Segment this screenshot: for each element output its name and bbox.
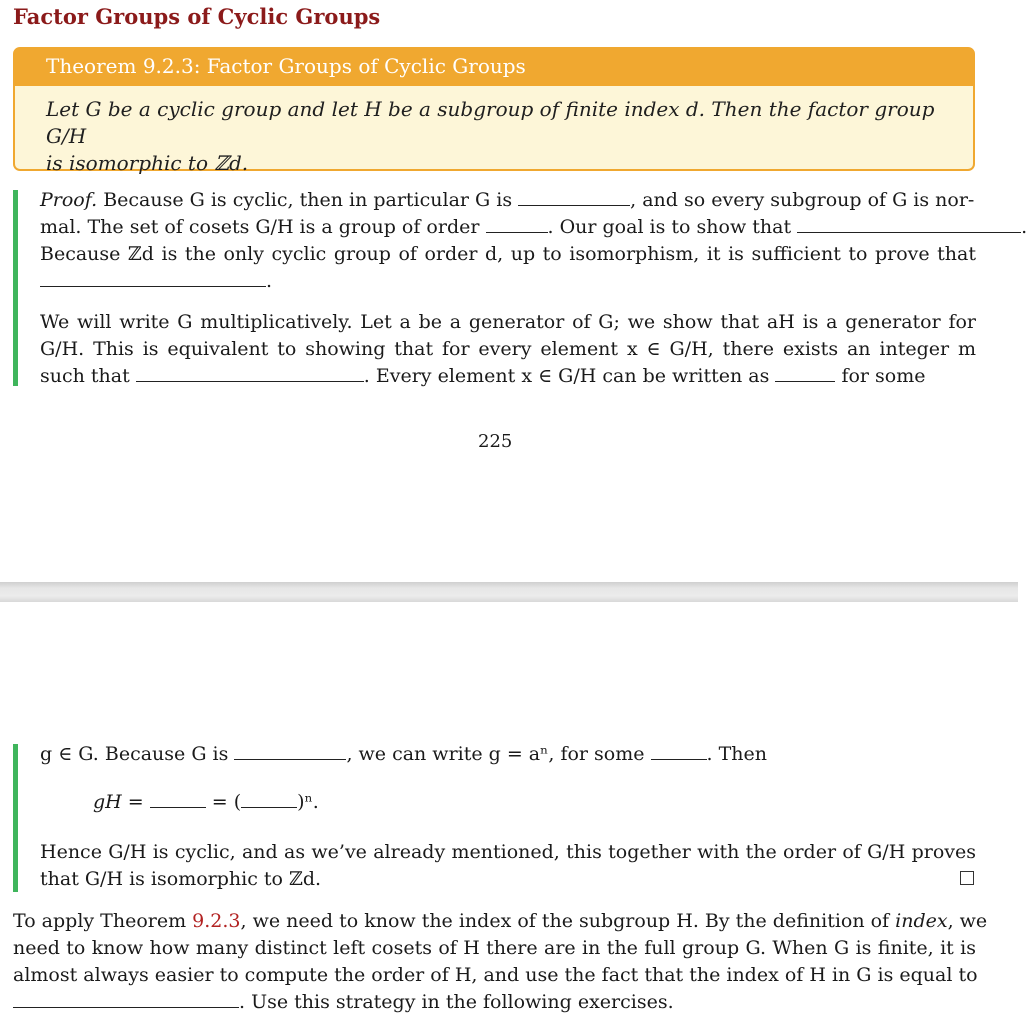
theorem-body [15, 86, 973, 177]
proof-line-4: . [40, 268, 340, 295]
theorem-box [13, 47, 975, 175]
proof-cont-line-4: that G/H is isomorphic to ℤd. [40, 868, 322, 890]
blank[interactable] [486, 216, 548, 233]
theorem-line-2: is isomorphic to ℤd. [46, 151, 249, 175]
proof-cont-line-3: Hence G/H is cyclic, and as we’ve already mentioned, this together with the order of G/H proves [40, 841, 976, 863]
blank[interactable] [40, 270, 266, 287]
proof-label: Proof. [40, 189, 98, 211]
theorem-reference-link[interactable]: 9.2.3 [192, 910, 241, 932]
theorem-line-1: Let G be a cyclic group and let H be a subgroup of finite index d. Then the factor group G/H [46, 97, 935, 148]
blank[interactable] [775, 365, 835, 382]
proof-line-1: Proof. Because G is cyclic, then in particular G is , and so every subgroup of G is nor- [40, 189, 975, 211]
closing-line-1: To apply Theorem 9.2.3, we need to know the index of the subgroup H. By the definition of index, we [13, 910, 988, 932]
blank[interactable] [651, 743, 707, 760]
equation: gH = = ( )ⁿ. [93, 791, 319, 813]
page-separator [0, 582, 1018, 602]
section-title: Factor Groups of Cyclic Groups [13, 4, 381, 29]
blank[interactable] [518, 189, 630, 206]
blank[interactable] [13, 991, 239, 1008]
proof-line-2: mal. The set of cosets G/H is a group of order . Our goal is to show that . [40, 216, 1027, 238]
blank[interactable] [234, 743, 346, 760]
proof-cont-line-1: g ∈ G. Because G is , we can write g = aⁿ, for some . Then [40, 743, 768, 765]
blank[interactable] [241, 791, 297, 808]
proof-bar [13, 190, 18, 386]
proof-para2-line-1: We will write G multiplicatively. Let a be a generator of G; we show that aH is a generator for [40, 311, 976, 333]
qed-square-icon [960, 871, 974, 885]
blank[interactable] [136, 365, 364, 382]
proof-para2-line-2: G/H. This is equivalent to showing that for every element x ∈ G/H, there exists an integer m [40, 338, 976, 360]
proof-bar-continued [13, 744, 18, 892]
closing-line-3: almost always easier to compute the order of H, and use the fact that the index of H in G is equal to [13, 964, 978, 986]
closing-line-2: need to know how many distinct left cosets of H there are in the full group G. When G is finite, it is [13, 937, 976, 959]
theorem-header: Theorem 9.2.3: Factor Groups of Cyclic Groups [15, 49, 973, 86]
closing-line-4: . Use this strategy in the following exercises. [13, 989, 713, 1016]
blank[interactable] [150, 791, 206, 808]
blank[interactable] [797, 216, 1021, 233]
page-number: 225 [478, 431, 513, 452]
proof-line-3: Because ℤd is the only cyclic group of order d, up to isomorphism, it is sufficient to prove that [40, 243, 976, 265]
proof-para2-line-3: such that . Every element x ∈ G/H can be written as for some [40, 365, 926, 387]
